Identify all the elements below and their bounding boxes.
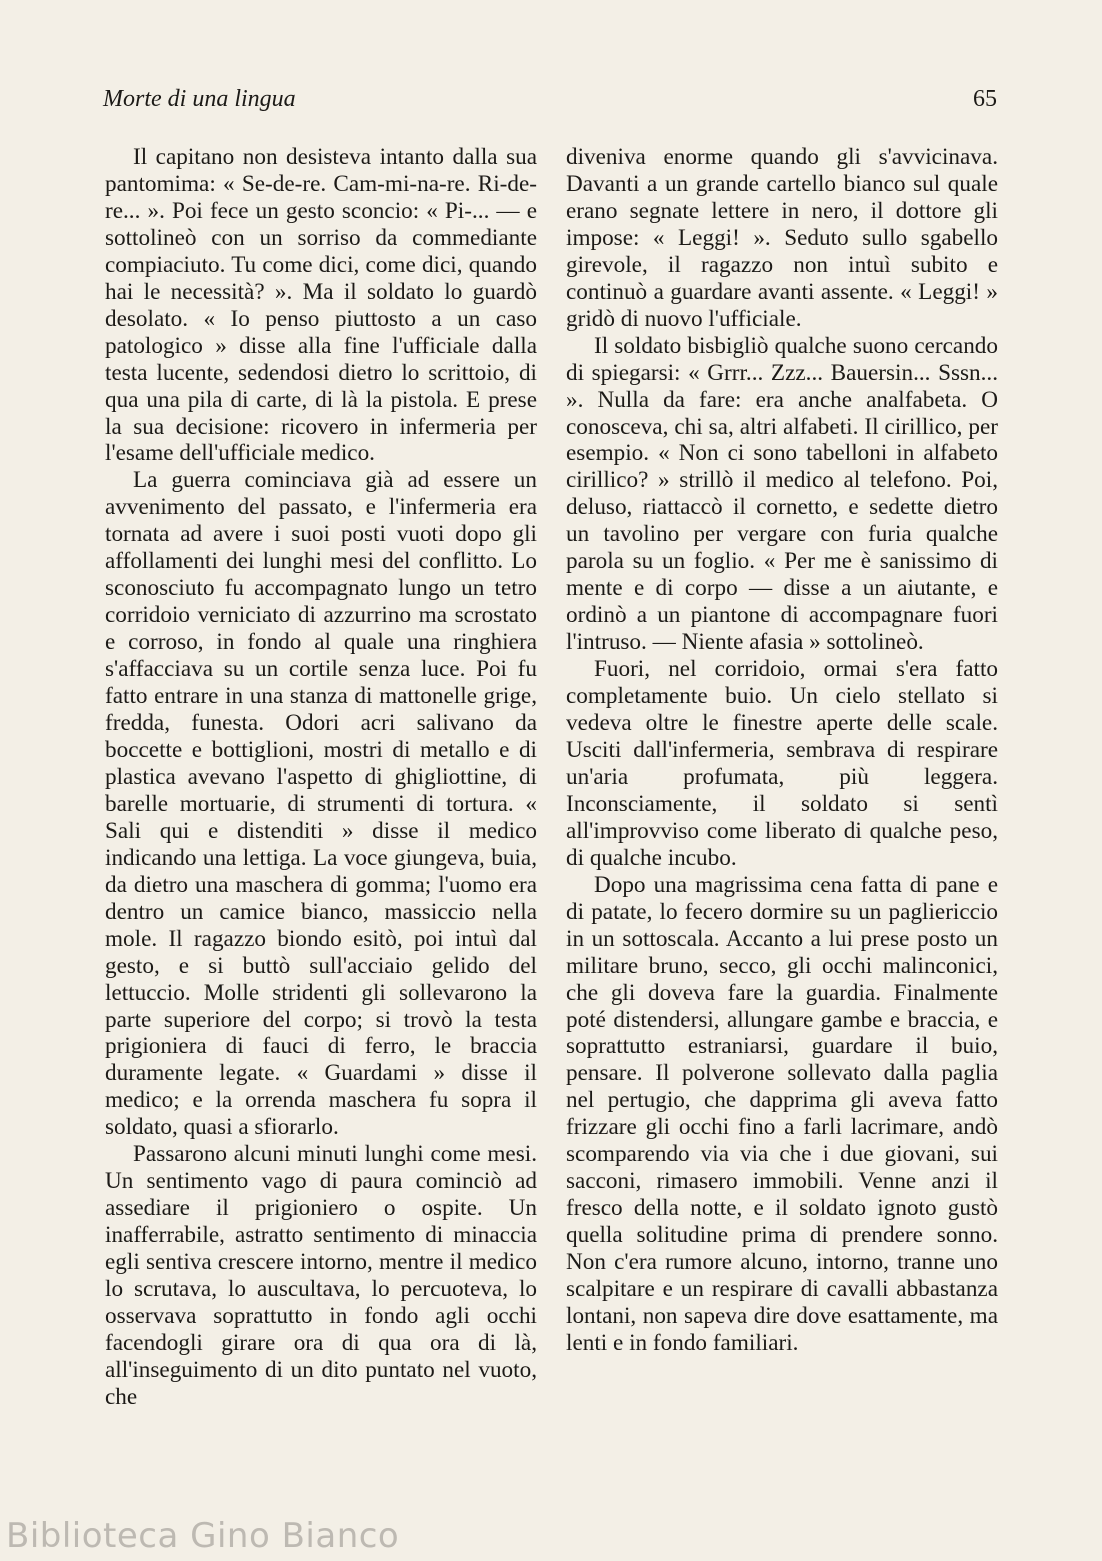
paragraph: Fuori, nel corridoio, ormai s'era fatto completamente buio. Un cielo stellato si vedeva oltre le finestre aperte delle scale. Usciti dall'infermeria, sembrava di respirare un'aria profumata, più leggera. Inconsciamente, il soldato si sentì all'improvviso come liberato di qualche peso, di qualche incubo. bbox=[566, 656, 998, 871]
left-column bbox=[105, 144, 537, 1411]
page-header bbox=[103, 86, 997, 120]
right-column bbox=[566, 144, 998, 1357]
paragraph: La guerra cominciava già ad essere un avvenimento del passato, e l'infermeria era tornata ad avere i suoi posti vuoti dopo gli affollamenti dei lunghi mesi del conflitto. Lo sconosciuto fu accompagnato lungo un tetro corridoio verniciato di azzurrino ma scrostato e corroso, in fondo al quale una ringhiera s'affacciava su un cortile senza luce. Poi fu fatto entrare in una stanza di mattonelle grige, fredda, funesta. Odori acri salivano da boccette e bottiglioni, mostri di metallo e di plastica avevano l'aspetto di ghigliottine, di barelle mortuarie, di strumenti di tortura. « Sali qui e distenditi » disse il medico indicando una lettiga. La voce giungeva, buia, da dietro una maschera di gomma; l'uomo era dentro un camice bianco, massiccio nella mole. Il ragazzo biondo esitò, poi intuì dal gesto, e si buttò sull'acciaio gelido del lettuccio. Molle stridenti gli sollevarono la parte superiore del corpo; si trovò la testa prigioniera di fauci di ferro, le braccia duramente legate. « Guardami » disse il medico; e la orrenda maschera fu sopra il soldato, quasi a sfiorarlo. bbox=[105, 467, 537, 1141]
library-watermark: Biblioteca Gino Bianco bbox=[6, 1516, 400, 1556]
paragraph-continued: diveniva enorme quando gli s'avvicinava. Davanti a un grande cartello bianco sul quale erano segnate lettere in nero, il dottore gli impose: « Leggi! ». Seduto sullo sgabello girevole, il ragazzo non intuì subito e continuò a guardare avanti assente. « Leggi! » gridò di nuovo l'ufficiale. bbox=[566, 144, 998, 332]
paragraph: Passarono alcuni minuti lunghi come mesi. Un sentimento vago di paura cominciò ad assediare il prigioniero o ospite. Un inafferrabile, astratto sentimento di minaccia egli sentiva crescere intorno, mentre il medico lo scrutava, lo auscultava, lo percuoteva, lo osservava soprattutto in fondo agli occhi facendogli girare ora di qua ora di là, all'inseguimento di un dito puntato nel vuoto, che bbox=[105, 1141, 537, 1410]
paragraph: Il soldato bisbigliò qualche suono cercando di spiegarsi: « Grrr... Zzz... Bauersin... Sssn... ». Nulla da fare: era anche analfabeta. O conosceva, chi sa, altri alfabeti. Il cirillico, per esempio. « Non ci sono tabelloni in alfabeto cirillico? » strillò il medico al telefono. Poi, deluso, riattaccò il cornetto, e sedette dietro un tavolino per vergare con furia qualche parola su un foglio. « Per me è sanissimo di mente e di corpo — disse a un aiutante, e ordinò a un piantone di accompagnare fuori l'intruso. — Niente afasia » sottolineò. bbox=[566, 332, 998, 656]
paragraph: Dopo una magrissima cena fatta di pane e di patate, lo fecero dormire su un pagliericcio in un sottoscala. Accanto a lui prese posto un militare bruno, secco, gli occhi malinconici, che gli doveva fare la guardia. Finalmente poté distendersi, allungare gambe e braccia, e soprattutto estraniarsi, guardare il buio, pensare. Il polverone sollevato dalla paglia nel pertugio, che dapprima gli aveva fatto frizzare gli occhi fino a farli lacrimare, andò scomparendo via via che i due giovani, sui sacconi, rimasero immobili. Venne anzi il fresco della notte, e il soldato ignoto gustò quella solitudine prima di prendere sonno. Non c'era rumore alcuno, intorno, tranne uno scalpitare e un respirare di cavalli abbastanza lontani, non sapeva dire dove esattamente, ma lenti e in fondo familiari. bbox=[566, 871, 998, 1356]
running-title: Morte di una lingua bbox=[103, 86, 296, 112]
paragraph: Il capitano non desisteva intanto dalla sua pantomima: « Se-de-re. Cam-mi-na-re. Ri-de-re... ». Poi fece un gesto sconcio: « Pi-... — e sottolineò con un sorriso da commediante compiaciuto. Tu come dici, come dici, quando hai le necessità? ». Ma il soldato lo guardò desolato. « Io penso piuttosto a un caso patologico » disse alla fine l'ufficiale dalla testa lucente, sedendosi dietro lo scrittoio, di qua una pila di carte, di là la pistola. E prese la sua decisione: ricovero in infermeria per l'esame dell'ufficiale medico. bbox=[105, 144, 537, 467]
page-number: 65 bbox=[973, 86, 997, 112]
